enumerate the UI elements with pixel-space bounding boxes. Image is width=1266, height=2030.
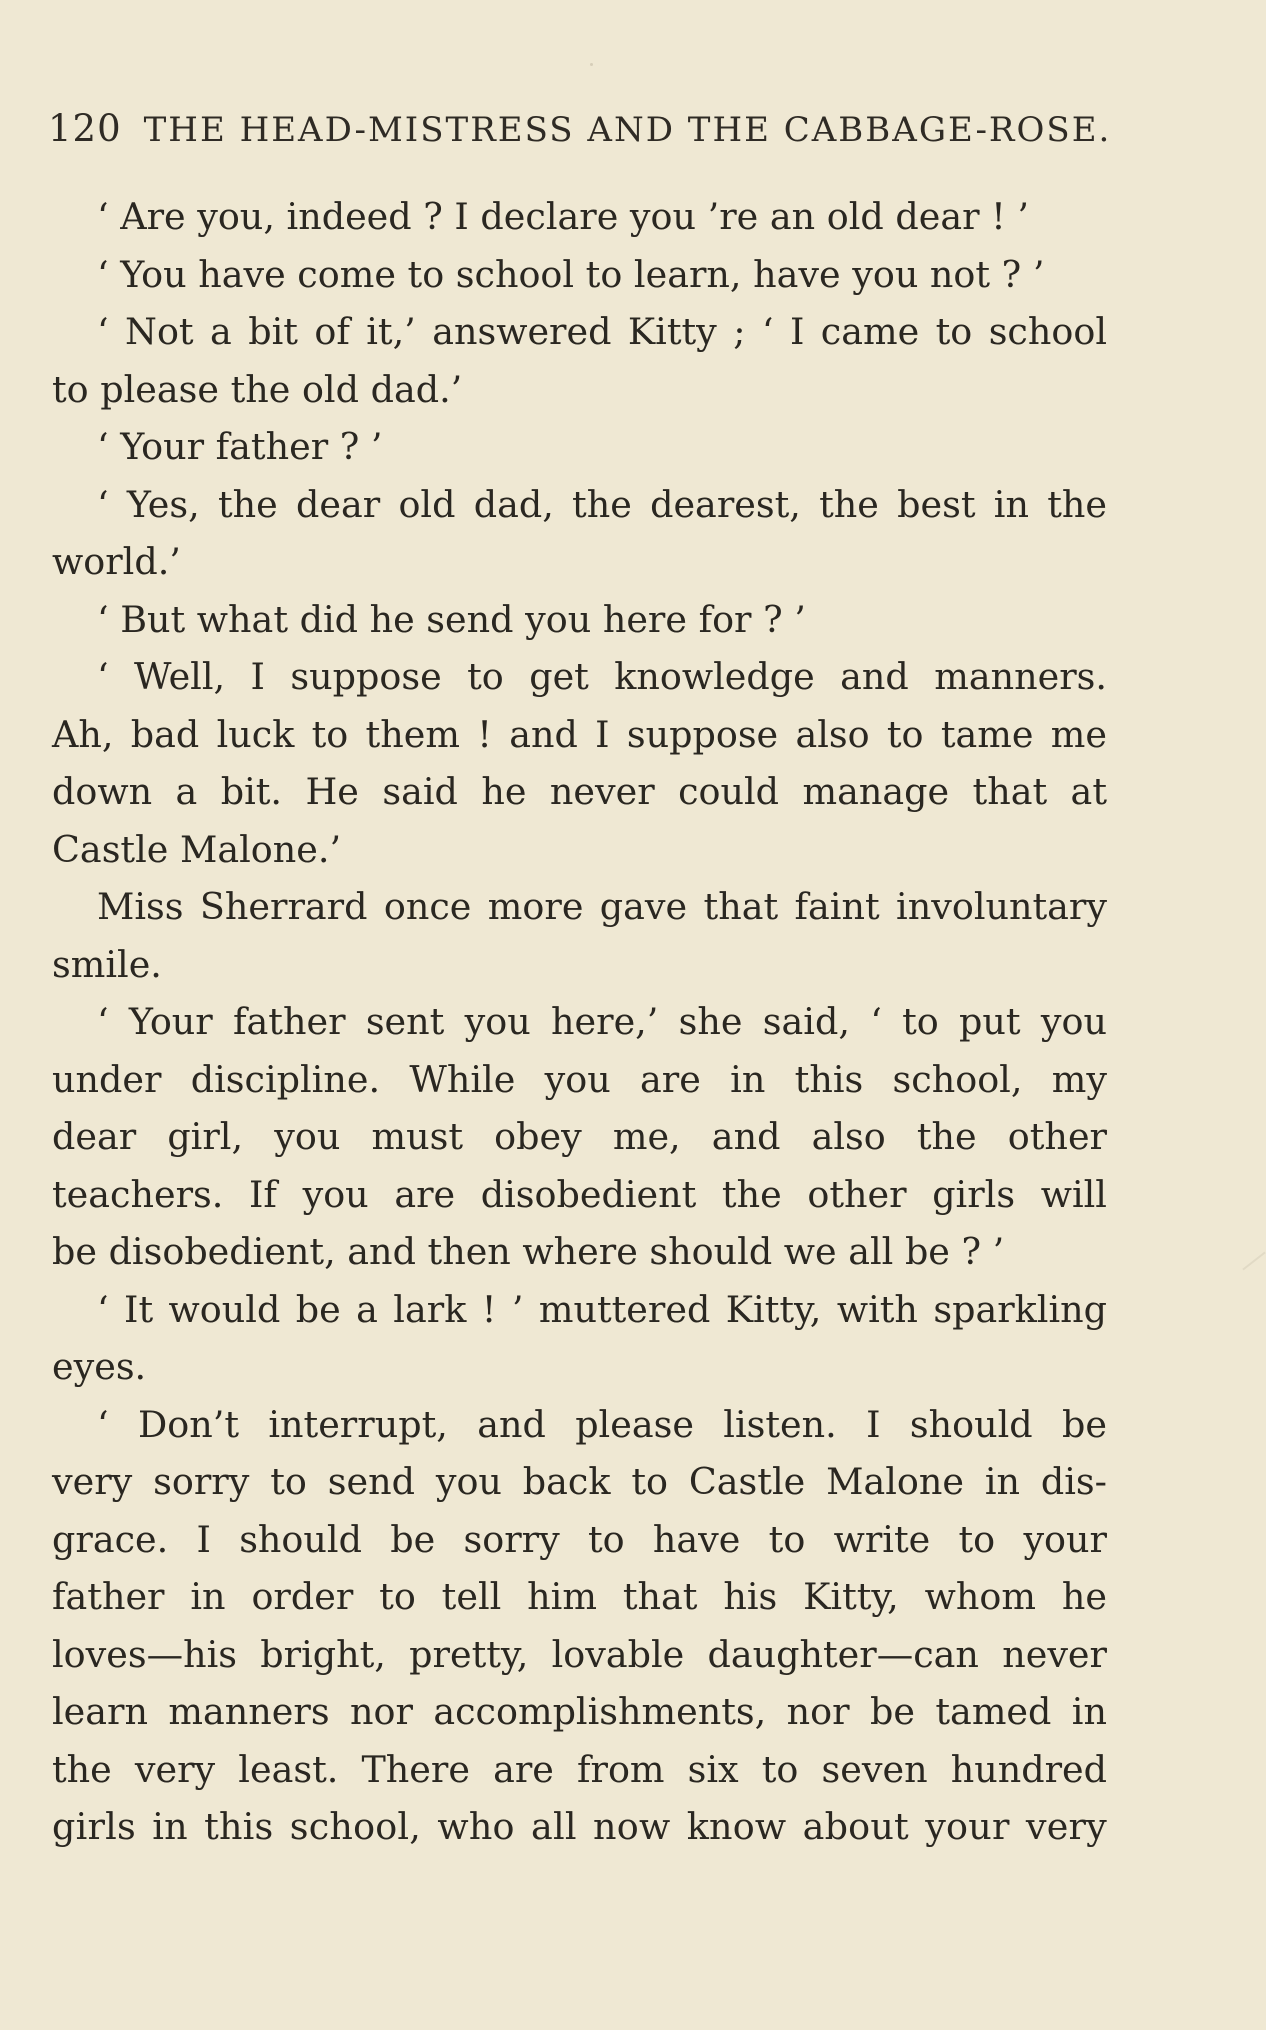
text-line: very sorry to send you back to Castle Malone in dis- [52, 1460, 1107, 1503]
text-line: ‘ Your father sent you here,’ she said, ‘ to put you [97, 1000, 1107, 1043]
paper-mark [1242, 1252, 1265, 1271]
text-line: grace. I should be sorry to have to write to your [52, 1517, 1107, 1561]
text-line: the very least. There are from six to seven hundred [52, 1747, 1107, 1791]
text-line: world.’ [52, 540, 181, 583]
text-line: ‘ Your father ? ’ [97, 425, 383, 468]
text-line: ‘ It would be a lark ! ’ muttered Kitty, with sparkling [97, 1287, 1107, 1331]
text-line: eyes. [52, 1345, 147, 1388]
text-line: ‘ Not a bit of it,’ answered Kitty ; ‘ I came to school [97, 310, 1107, 353]
text-line: ‘ Yes, the dear old dad, the dearest, the best in the [97, 482, 1107, 526]
running-head: THE HEAD-MISTRESS AND THE CABBAGE-ROSE. [143, 110, 1112, 150]
text-line: learn manners nor accomplishments, nor be tamed in [52, 1690, 1107, 1733]
text-line: ‘ You have come to school to learn, have you not ? ’ [97, 252, 1045, 296]
text-line: Miss Sherrard once more gave that faint involuntary [97, 885, 1107, 928]
text-line: down a bit. He said he never could manage that at [52, 770, 1107, 813]
text-line: Ah, bad luck to them ! and I suppose also to tame me [52, 712, 1107, 756]
text-line: girls in this school, who all now know about your very [52, 1805, 1107, 1848]
text-line: ‘ Don’t interrupt, and please listen. I should be [97, 1402, 1107, 1446]
text-line: Castle Malone.’ [52, 827, 342, 871]
text-line: be disobedient, and then where should we all be ? ’ [52, 1230, 1005, 1273]
page-number: 120 [48, 107, 122, 150]
paper-speck [590, 63, 593, 66]
text-line: smile. [52, 942, 162, 986]
text-line: father in order to tell him that his Kitty, whom he [52, 1575, 1107, 1618]
text-line: ‘ But what did he send you here for ? ’ [97, 597, 806, 641]
text-line: loves—his bright, pretty, lovable daughter—can never [52, 1632, 1107, 1676]
text-line: dear girl, you must obey me, and also the other [52, 1115, 1107, 1158]
page-header [48, 104, 1112, 155]
text-line: under discipline. While you are in this school, my [52, 1057, 1107, 1101]
text-line: teachers. If you are disobedient the other girls will [52, 1172, 1107, 1216]
body-text [52, 188, 1107, 1856]
text-line: ‘ Are you, indeed ? I declare you ’re an old dear ! ’ [97, 195, 1030, 238]
text-line: ‘ Well, I suppose to get knowledge and manners. [97, 655, 1107, 698]
text-line: to please the old dad.’ [52, 367, 463, 411]
